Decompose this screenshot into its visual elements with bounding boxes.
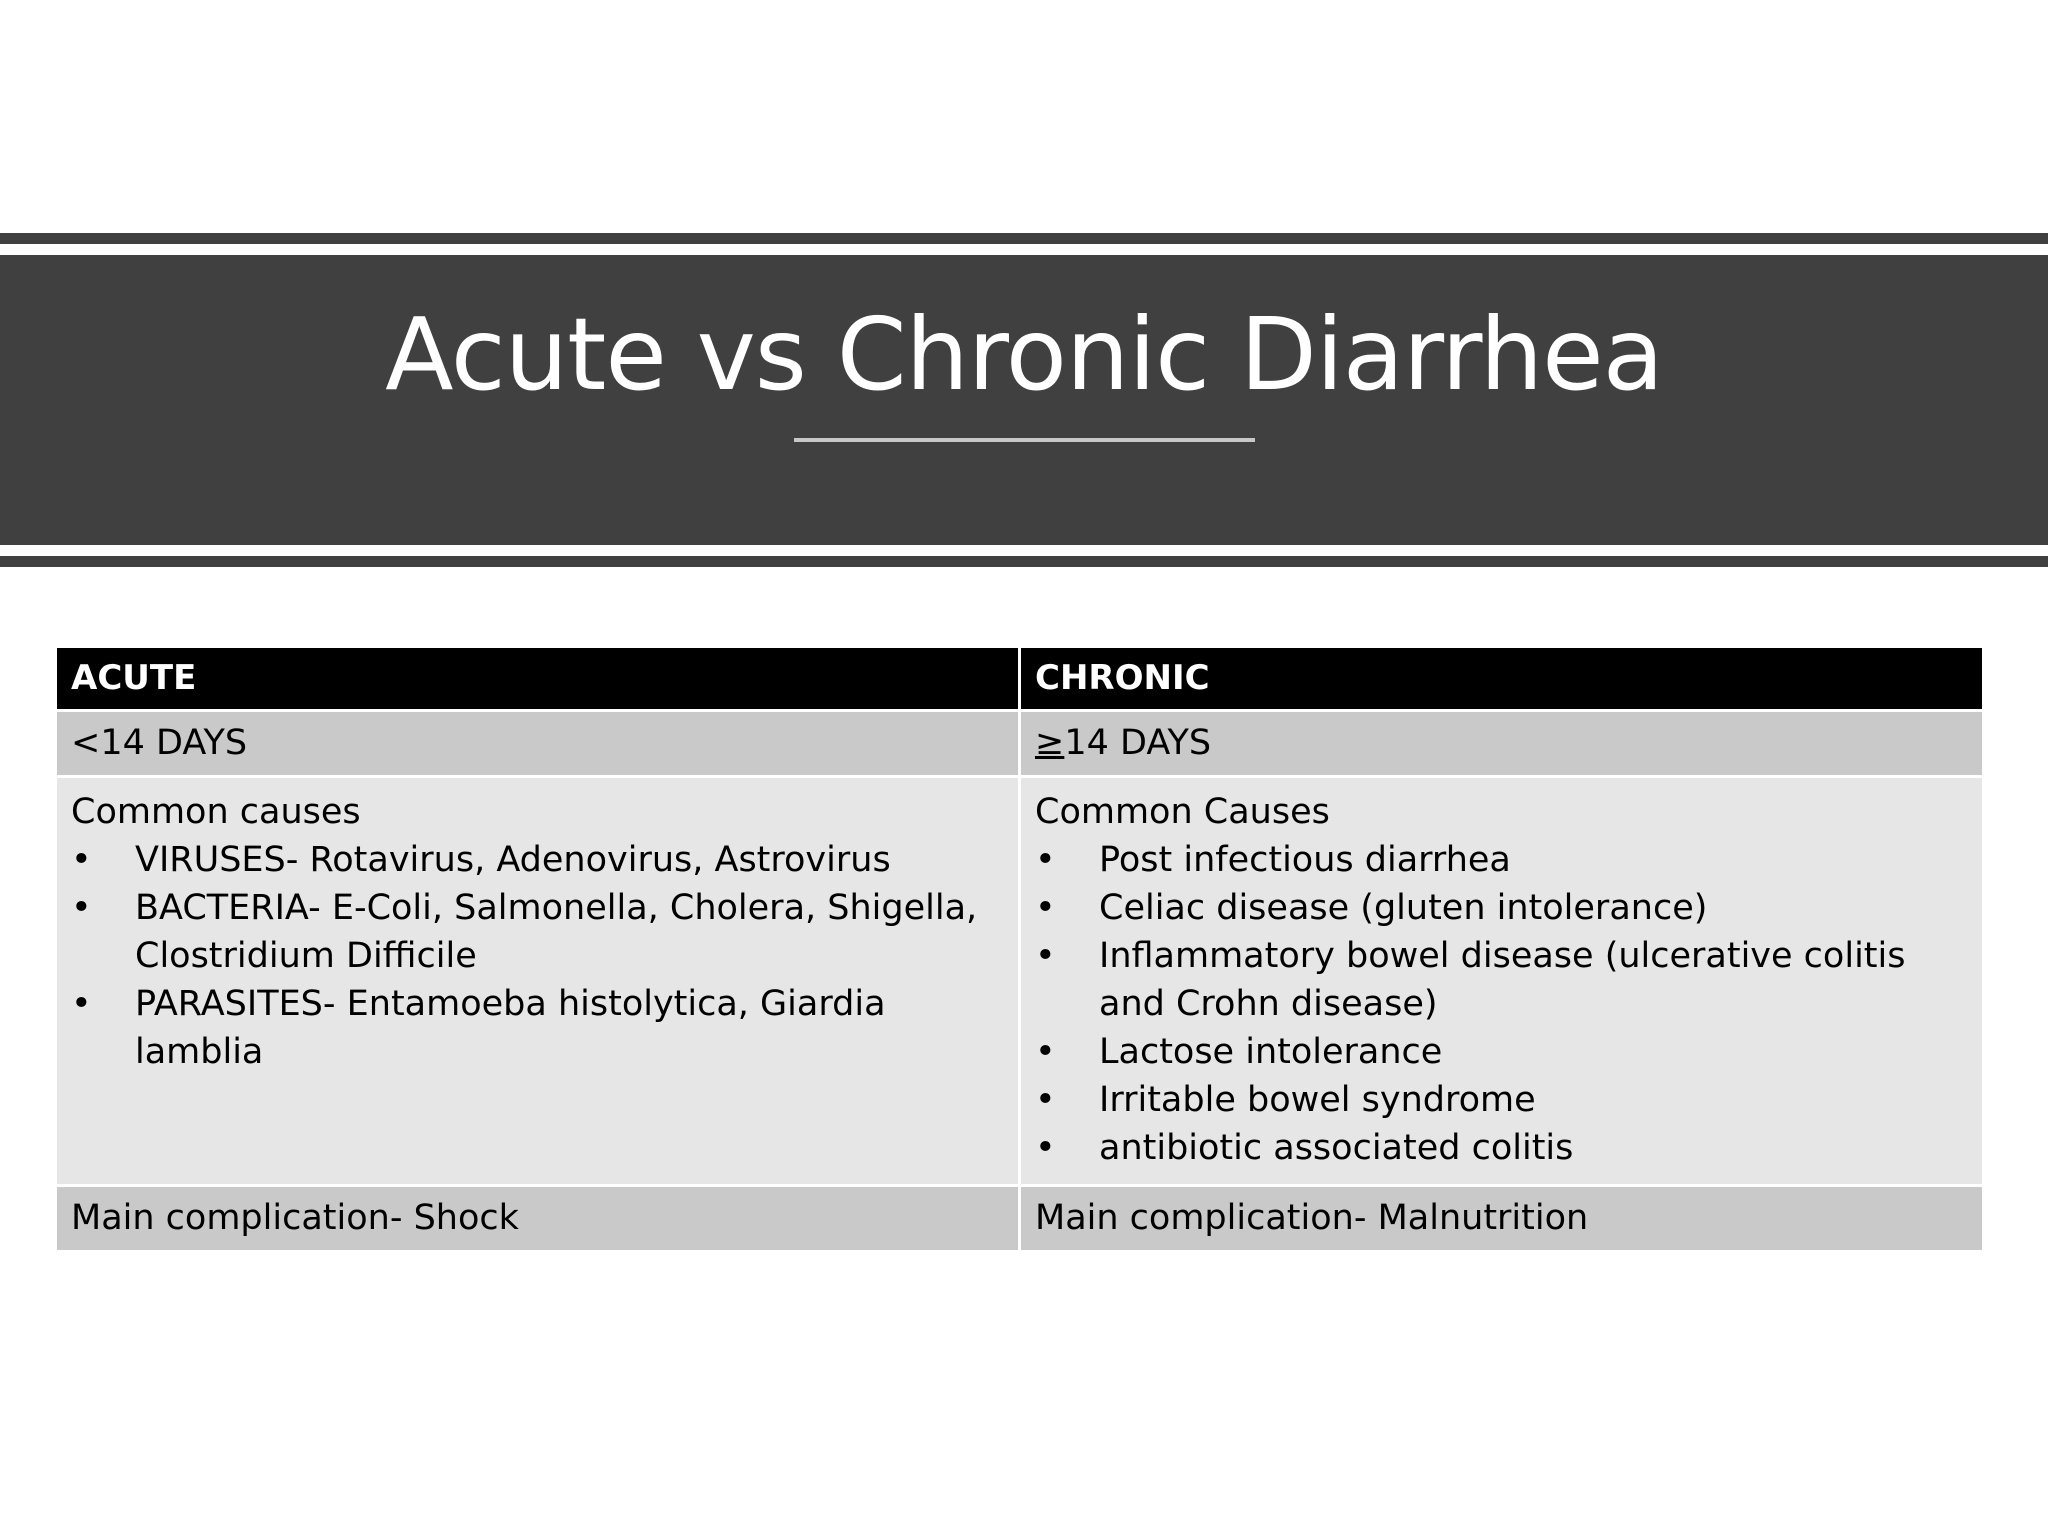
causes-acute-heading: Common causes	[71, 792, 361, 832]
list-item: • Celiac disease (gluten intolerance)	[1035, 884, 1968, 932]
list-item: • VIRUSES- Rotavirus, Adenovirus, Astrovirus	[71, 836, 1004, 884]
causes-chronic	[1020, 777, 1984, 1186]
complication-acute: Main complication- Shock	[56, 1186, 1020, 1252]
bullet-icon: •	[1035, 936, 1056, 976]
causes-chronic-list	[1035, 836, 1968, 1172]
bullet-icon: •	[1035, 1128, 1056, 1168]
list-item: • BACTERIA- E-Coli, Salmonella, Cholera, Shigella, Clostridium Difficile	[71, 884, 1004, 980]
bullet-icon: •	[71, 984, 92, 1024]
causes-row	[56, 777, 1984, 1186]
list-item: • Post infectious diarrhea	[1035, 836, 1968, 884]
list-item: • PARASITES- Entamoeba histolytica, Giardia lamblia	[71, 980, 1004, 1076]
causes-chronic-heading: Common Causes	[1035, 792, 1330, 832]
list-item: • Irritable bowel syndrome	[1035, 1076, 1968, 1124]
header-row	[56, 647, 1984, 711]
bullet-icon: •	[71, 888, 92, 928]
causes-acute	[56, 777, 1020, 1186]
title-band-bottom-line	[0, 556, 2048, 567]
title-underline	[794, 438, 1255, 442]
duration-row	[56, 711, 1984, 777]
bullet-icon: •	[1035, 1080, 1056, 1120]
comparison-table	[54, 645, 1985, 1253]
duration-acute: <14 DAYS	[56, 711, 1020, 777]
list-item: • Lactose intolerance	[1035, 1028, 1968, 1076]
list-item: • Inflammatory bowel disease (ulcerative colitis and Crohn disease)	[1035, 932, 1968, 1028]
complication-row	[56, 1186, 1984, 1252]
bullet-icon: •	[1035, 888, 1056, 928]
bullet-icon: •	[71, 840, 92, 880]
bullet-icon: •	[1035, 840, 1056, 880]
list-item: • antibiotic associated colitis	[1035, 1124, 1968, 1172]
causes-acute-list	[71, 836, 1004, 1076]
bullet-icon: •	[1035, 1032, 1056, 1072]
complication-chronic: Main complication- Malnutrition	[1020, 1186, 1984, 1252]
slide-title: Acute vs Chronic Diarrhea	[385, 296, 1663, 413]
title-band-top-line	[0, 233, 2048, 244]
header-acute: ACUTE	[56, 647, 1020, 711]
header-chronic: CHRONIC	[1020, 647, 1984, 711]
duration-chronic-value: 14 DAYS	[1064, 723, 1212, 763]
duration-chronic	[1020, 711, 1984, 777]
greater-equal-symbol: ≥	[1035, 723, 1065, 763]
